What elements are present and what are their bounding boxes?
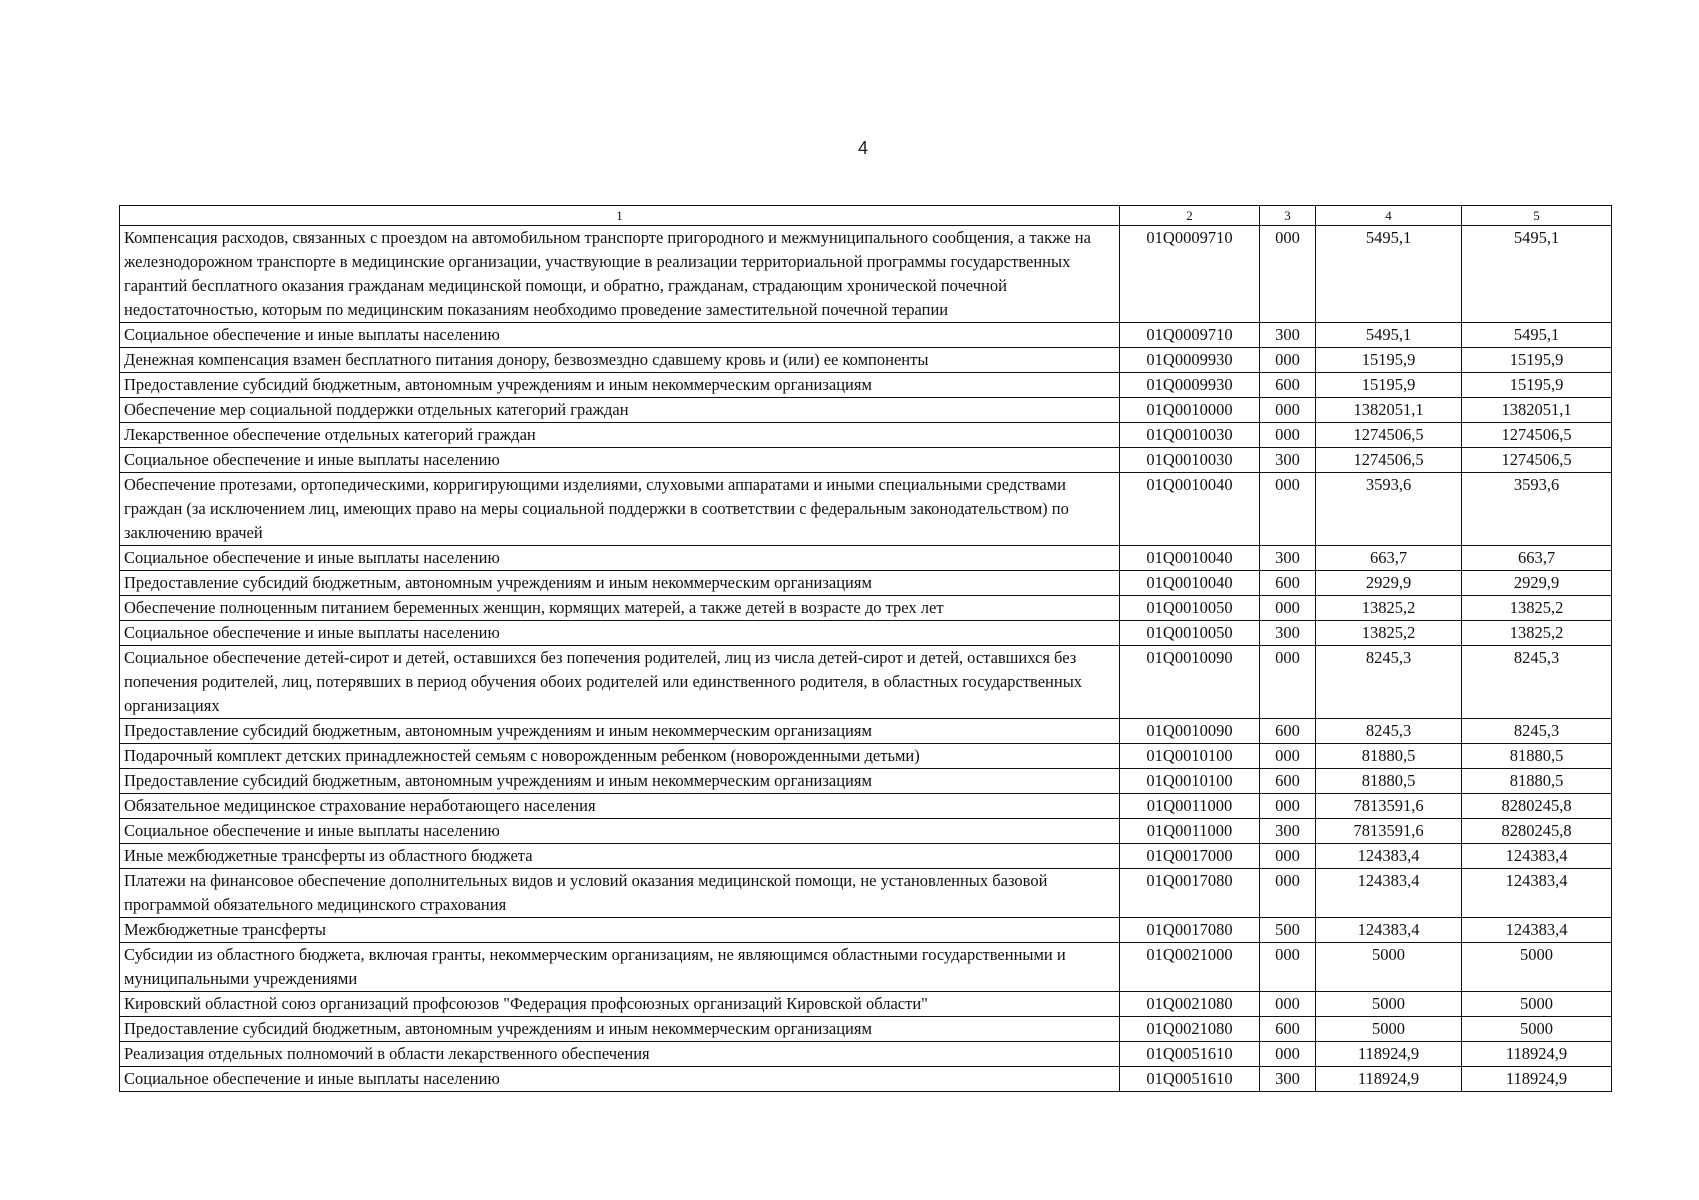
row-value-2023-cell: 663,7 [1316, 546, 1462, 571]
header-cell: 1 [120, 206, 1120, 226]
row-code-cell: 01Q0051610 [1120, 1067, 1260, 1092]
row-name-cell: Обеспечение полноценным питанием беременных женщин, кормящих матерей, а также детей в возрасте до трех лет [120, 596, 1120, 621]
table-row [120, 744, 1612, 769]
row-type-cell: 600 [1260, 373, 1316, 398]
row-type-cell: 500 [1260, 918, 1316, 943]
row-code-cell: 01Q0051610 [1120, 1042, 1260, 1067]
row-code-cell: 01Q0021000 [1120, 943, 1260, 992]
table-row [120, 794, 1612, 819]
row-name-cell: Компенсация расходов, связанных с проездом на автомобильном транспорте пригородного и межмуниципального сообщения, а также на железнодорожном транспорте в медицинские организации, участвующие в реализации территориальной программы государственных гарантий бесплатного оказания гражданам медицинской помощи, и обратно, гражданам, страдающим хронической почечной недостаточностью, которым по медицинским показаниям необходимо проведение заместительной почечной терапии [120, 226, 1120, 323]
row-type-cell: 000 [1260, 844, 1316, 869]
row-code-cell: 01Q0009930 [1120, 373, 1260, 398]
table-row [120, 546, 1612, 571]
row-value-2024-cell: 2929,9 [1462, 571, 1612, 596]
row-type-cell: 000 [1260, 794, 1316, 819]
row-type-cell: 000 [1260, 744, 1316, 769]
row-value-2024-cell: 1382051,1 [1462, 398, 1612, 423]
table-row [120, 226, 1612, 323]
table-row [120, 473, 1612, 546]
table-row [120, 844, 1612, 869]
row-value-2024-cell: 1274506,5 [1462, 448, 1612, 473]
table-row [120, 621, 1612, 646]
header-row [120, 206, 1612, 226]
row-value-2024-cell: 3593,6 [1462, 473, 1612, 546]
row-code-cell: 01Q0010050 [1120, 596, 1260, 621]
budget-table [119, 205, 1612, 1092]
row-value-2023-cell: 15195,9 [1316, 373, 1462, 398]
row-code-cell: 01Q0017080 [1120, 918, 1260, 943]
row-value-2023-cell: 5495,1 [1316, 226, 1462, 323]
table-body [120, 226, 1612, 1092]
row-value-2023-cell: 13825,2 [1316, 596, 1462, 621]
header-cell: 2 [1120, 206, 1260, 226]
row-value-2024-cell: 124383,4 [1462, 844, 1612, 869]
row-type-cell: 000 [1260, 423, 1316, 448]
table-row [120, 1017, 1612, 1042]
row-value-2023-cell: 81880,5 [1316, 769, 1462, 794]
row-name-cell: Социальное обеспечение и иные выплаты населению [120, 323, 1120, 348]
row-code-cell: 01Q0010100 [1120, 744, 1260, 769]
row-code-cell: 01Q0010030 [1120, 423, 1260, 448]
row-name-cell: Субсидии из областного бюджета, включая гранты, некоммерческим организациям, не являющимся областными государственными и муниципальными учреждениями [120, 943, 1120, 992]
row-name-cell: Предоставление субсидий бюджетным, автономным учреждениям и иным некоммерческим организациям [120, 719, 1120, 744]
row-value-2024-cell: 8280245,8 [1462, 794, 1612, 819]
row-type-cell: 000 [1260, 398, 1316, 423]
row-name-cell: Подарочный комплект детских принадлежностей семьям с новорожденным ребенком (новорожденными детьми) [120, 744, 1120, 769]
table-row [120, 373, 1612, 398]
row-code-cell: 01Q0010030 [1120, 448, 1260, 473]
row-value-2024-cell: 15195,9 [1462, 373, 1612, 398]
row-name-cell: Обязательное медицинское страхование неработающего населения [120, 794, 1120, 819]
row-value-2023-cell: 1382051,1 [1316, 398, 1462, 423]
row-type-cell: 300 [1260, 1067, 1316, 1092]
row-name-cell: Предоставление субсидий бюджетным, автономным учреждениям и иным некоммерческим организациям [120, 373, 1120, 398]
row-name-cell: Денежная компенсация взамен бесплатного питания донору, безвозмездно сдавшему кровь и (или) ее компоненты [120, 348, 1120, 373]
row-name-cell: Социальное обеспечение и иные выплаты населению [120, 621, 1120, 646]
table-row [120, 869, 1612, 918]
row-value-2023-cell: 8245,3 [1316, 719, 1462, 744]
row-value-2024-cell: 124383,4 [1462, 869, 1612, 918]
row-name-cell: Кировский областной союз организаций профсоюзов "Федерация профсоюзных организаций Кировской области" [120, 992, 1120, 1017]
row-type-cell: 300 [1260, 819, 1316, 844]
row-code-cell: 01Q0009710 [1120, 226, 1260, 323]
row-type-cell: 600 [1260, 1017, 1316, 1042]
row-value-2024-cell: 118924,9 [1462, 1067, 1612, 1092]
row-code-cell: 01Q0010090 [1120, 646, 1260, 719]
row-code-cell: 01Q0010100 [1120, 769, 1260, 794]
row-value-2023-cell: 5000 [1316, 992, 1462, 1017]
row-name-cell: Межбюджетные трансферты [120, 918, 1120, 943]
row-code-cell: 01Q0010040 [1120, 473, 1260, 546]
table-row [120, 596, 1612, 621]
row-name-cell: Платежи на финансовое обеспечение дополнительных видов и условий оказания медицинской помощи, не установленных базовой программой обязательного медицинского страхования [120, 869, 1120, 918]
row-value-2023-cell: 124383,4 [1316, 844, 1462, 869]
row-type-cell: 000 [1260, 646, 1316, 719]
row-value-2023-cell: 81880,5 [1316, 744, 1462, 769]
row-type-cell: 600 [1260, 571, 1316, 596]
row-value-2023-cell: 2929,9 [1316, 571, 1462, 596]
row-value-2024-cell: 13825,2 [1462, 621, 1612, 646]
row-type-cell: 300 [1260, 546, 1316, 571]
row-type-cell: 000 [1260, 226, 1316, 323]
row-name-cell: Реализация отдельных полномочий в области лекарственного обеспечения [120, 1042, 1120, 1067]
row-value-2024-cell: 5495,1 [1462, 226, 1612, 323]
row-value-2023-cell: 1274506,5 [1316, 423, 1462, 448]
row-value-2023-cell: 124383,4 [1316, 918, 1462, 943]
table-row [120, 719, 1612, 744]
row-type-cell: 000 [1260, 992, 1316, 1017]
row-name-cell: Предоставление субсидий бюджетным, автономным учреждениям и иным некоммерческим организациям [120, 571, 1120, 596]
row-value-2023-cell: 3593,6 [1316, 473, 1462, 546]
table-row [120, 571, 1612, 596]
table-row [120, 943, 1612, 992]
row-code-cell: 01Q0009930 [1120, 348, 1260, 373]
row-value-2023-cell: 5000 [1316, 1017, 1462, 1042]
row-type-cell: 600 [1260, 769, 1316, 794]
page-number: 4 [858, 138, 869, 158]
row-type-cell: 600 [1260, 719, 1316, 744]
row-value-2024-cell: 124383,4 [1462, 918, 1612, 943]
row-value-2024-cell: 15195,9 [1462, 348, 1612, 373]
row-value-2023-cell: 7813591,6 [1316, 794, 1462, 819]
row-name-cell: Предоставление субсидий бюджетным, автономным учреждениям и иным некоммерческим организациям [120, 769, 1120, 794]
row-value-2024-cell: 8245,3 [1462, 646, 1612, 719]
table-row [120, 1067, 1612, 1092]
row-value-2024-cell: 5000 [1462, 943, 1612, 992]
table-row [120, 423, 1612, 448]
row-value-2024-cell: 8245,3 [1462, 719, 1612, 744]
row-type-cell: 000 [1260, 943, 1316, 992]
header-cell: 3 [1260, 206, 1316, 226]
table-row [120, 918, 1612, 943]
row-value-2024-cell: 81880,5 [1462, 744, 1612, 769]
row-code-cell: 01Q0009710 [1120, 323, 1260, 348]
row-value-2023-cell: 118924,9 [1316, 1042, 1462, 1067]
row-code-cell: 01Q0021080 [1120, 992, 1260, 1017]
row-value-2024-cell: 81880,5 [1462, 769, 1612, 794]
row-value-2024-cell: 8280245,8 [1462, 819, 1612, 844]
row-code-cell: 01Q0011000 [1120, 819, 1260, 844]
row-value-2023-cell: 5495,1 [1316, 323, 1462, 348]
row-code-cell: 01Q0021080 [1120, 1017, 1260, 1042]
row-value-2024-cell: 1274506,5 [1462, 423, 1612, 448]
row-value-2023-cell: 124383,4 [1316, 869, 1462, 918]
row-value-2024-cell: 13825,2 [1462, 596, 1612, 621]
row-type-cell: 000 [1260, 596, 1316, 621]
row-name-cell: Обеспечение мер социальной поддержки отдельных категорий граждан [120, 398, 1120, 423]
row-value-2023-cell: 15195,9 [1316, 348, 1462, 373]
row-type-cell: 300 [1260, 448, 1316, 473]
row-code-cell: 01Q0017080 [1120, 869, 1260, 918]
row-name-cell: Социальное обеспечение и иные выплаты населению [120, 1067, 1120, 1092]
row-type-cell: 000 [1260, 1042, 1316, 1067]
row-value-2024-cell: 5000 [1462, 992, 1612, 1017]
table-row [120, 348, 1612, 373]
row-code-cell: 01Q0010000 [1120, 398, 1260, 423]
row-code-cell: 01Q0010050 [1120, 621, 1260, 646]
table-row [120, 323, 1612, 348]
row-value-2024-cell: 118924,9 [1462, 1042, 1612, 1067]
row-name-cell: Иные межбюджетные трансферты из областного бюджета [120, 844, 1120, 869]
row-code-cell: 01Q0011000 [1120, 794, 1260, 819]
row-value-2023-cell: 7813591,6 [1316, 819, 1462, 844]
row-value-2023-cell: 1274506,5 [1316, 448, 1462, 473]
row-value-2023-cell: 5000 [1316, 943, 1462, 992]
row-name-cell: Социальное обеспечение детей-сирот и детей, оставшихся без попечения родителей, лиц из числа детей-сирот и детей, оставшихся без попечения родителей, лиц, потерявших в период обучения обоих родителей или единственного родителя, в областных государственных организациях [120, 646, 1120, 719]
row-code-cell: 01Q0010040 [1120, 571, 1260, 596]
row-name-cell: Социальное обеспечение и иные выплаты населению [120, 546, 1120, 571]
table-row [120, 819, 1612, 844]
row-type-cell: 000 [1260, 473, 1316, 546]
table-row [120, 398, 1612, 423]
row-value-2024-cell: 5000 [1462, 1017, 1612, 1042]
row-type-cell: 300 [1260, 323, 1316, 348]
table-row [120, 448, 1612, 473]
header-cell: 5 [1462, 206, 1612, 226]
row-name-cell: Обеспечение протезами, ортопедическими, корригирующими изделиями, слуховыми аппаратами и иными специальными средствами граждан (за исключением лиц, имеющих право на меры социальной поддержки в соответствии с федеральным законодательством) по заключению врачей [120, 473, 1120, 546]
row-code-cell: 01Q0010040 [1120, 546, 1260, 571]
row-name-cell: Социальное обеспечение и иные выплаты населению [120, 819, 1120, 844]
row-type-cell: 000 [1260, 869, 1316, 918]
row-code-cell: 01Q0010090 [1120, 719, 1260, 744]
row-name-cell: Лекарственное обеспечение отдельных категорий граждан [120, 423, 1120, 448]
table-row [120, 992, 1612, 1017]
row-value-2023-cell: 118924,9 [1316, 1067, 1462, 1092]
table-row [120, 646, 1612, 719]
row-type-cell: 300 [1260, 621, 1316, 646]
row-type-cell: 000 [1260, 348, 1316, 373]
row-name-cell: Предоставление субсидий бюджетным, автономным учреждениям и иным некоммерческим организациям [120, 1017, 1120, 1042]
row-name-cell: Социальное обеспечение и иные выплаты населению [120, 448, 1120, 473]
row-value-2024-cell: 663,7 [1462, 546, 1612, 571]
row-value-2024-cell: 5495,1 [1462, 323, 1612, 348]
table-row [120, 769, 1612, 794]
row-code-cell: 01Q0017000 [1120, 844, 1260, 869]
row-value-2023-cell: 13825,2 [1316, 621, 1462, 646]
table-row [120, 1042, 1612, 1067]
header-cell: 4 [1316, 206, 1462, 226]
row-value-2023-cell: 8245,3 [1316, 646, 1462, 719]
